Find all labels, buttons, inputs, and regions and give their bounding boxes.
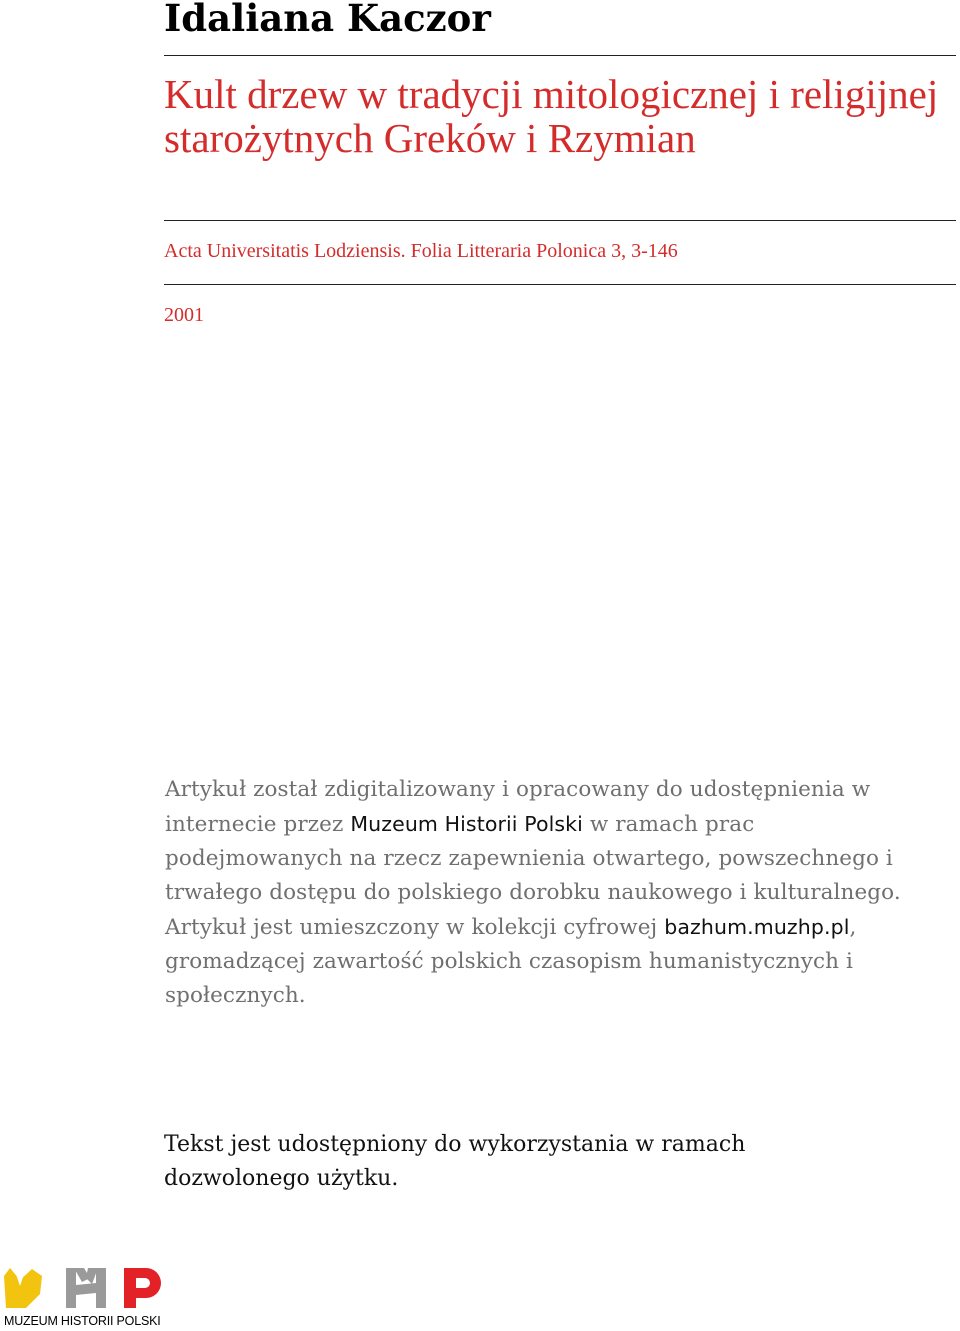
divider-bottom bbox=[164, 284, 956, 285]
logo-h-icon bbox=[66, 1268, 106, 1308]
divider-top bbox=[164, 55, 956, 56]
publication-year: 2001 bbox=[164, 304, 204, 326]
logo-p-icon bbox=[124, 1268, 161, 1308]
license-note: Tekst jest udostępniony do wykorzystania w ramach dozwolonego użytku. bbox=[164, 1132, 746, 1191]
journal-citation: Acta Universitatis Lodziensis. Folia Litteraria Polonica 3, 3-146 bbox=[164, 240, 678, 262]
digitization-note-part1: Artykuł został zdigitalizowany i opracowany do udostępnienia w internecie przez bbox=[165, 777, 871, 837]
digitization-note-part2: w ramach prac podejmowanych na rzecz zapewnienia otwartego, powszechnego i trwałego dostępu do polskiego dorobku naukowego i kulturalnego. Artykuł jest umieszczony w kolekcji cyfrowej bbox=[165, 812, 901, 940]
divider-middle bbox=[164, 220, 956, 221]
article-title: Kult drzew w tradycji mitologicznej i religijnej starożytnych Greków i Rzymian bbox=[164, 71, 939, 161]
collection-link[interactable]: bazhum.muzhp.pl bbox=[664, 915, 850, 939]
author-name: Idaliana Kaczor bbox=[164, 0, 491, 40]
museum-name: Muzeum Historii Polski bbox=[350, 812, 583, 836]
museum-logo-text: MUZEUM HISTORII POLSKI bbox=[4, 1314, 161, 1328]
digitization-note-part3: , gromadzącej zawartość polskich czasopism humanistycznych i społecznych. bbox=[165, 915, 857, 1008]
digitization-note bbox=[165, 773, 935, 1013]
